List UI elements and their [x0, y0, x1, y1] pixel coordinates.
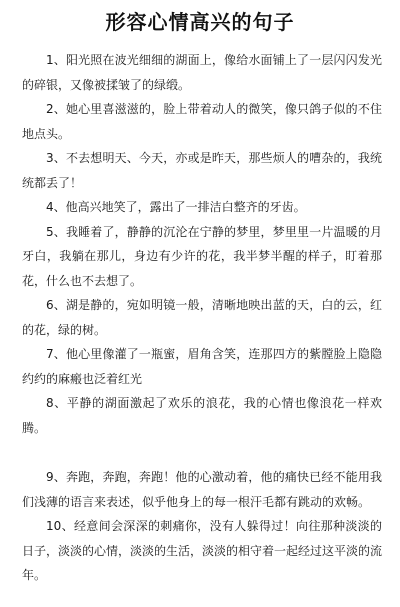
- document-title: 形容心情高兴的句子: [105, 10, 295, 34]
- sentence-item-6: 6、湖是静的，宛如明镜一般，清晰地映出蓝的天，白的云，红的花，绿的树。: [22, 298, 382, 337]
- sentence-item-10: 10、经意间会深深的刺痛你，没有人躲得过！向往那种淡淡的日子，淡淡的心情，淡淡的生活，淡淡的相守着一起经过这平淡的流年。: [22, 519, 383, 582]
- sentence-item-2: 2、她心里喜滋滋的，脸上带着动人的微笑，像只鸽子似的不住地点头。: [22, 102, 382, 141]
- sentence-item-5: 5、我睡着了，静静的沉沦在宁静的梦里，梦里里一片温暖的月牙白，我躺在那儿，身边有少许的花，我半梦半醒的样子，盯着那花，什么也不去想了。: [22, 224, 382, 288]
- sentence-item-1: 1、阳光照在波光细细的湖面上，像给水面铺上了一层闪闪发光的碎银，又像被揉皱了的绿缎。: [22, 53, 382, 92]
- sentence-item-7: 7、他心里像灌了一瓶蜜，眉角含笑，连那四方的紫膛脸上隐隐约约的麻瘢也泛着红光: [22, 347, 382, 386]
- sentence-item-3: 3、不去想明天、今天，亦或是昨天，那些烦人的嘈杂的，我统统都丢了！: [22, 151, 382, 190]
- sentence-item-9: 9、奔跑，奔跑，奔跑！他的心激动着，他的痛快已经不能用我们浅薄的语言来表述，似乎他身上的每一根汗毛都有跳动的欢畅。: [22, 470, 382, 509]
- sentence-item-4: 4、他高兴地笑了，露出了一排洁白整齐的牙齿。: [46, 200, 306, 214]
- sentence-item-8: 8、平静的湖面激起了欢乐的浪花，我的心情也像浪花一样欢腾。: [22, 396, 382, 435]
- sentence-list: [0, 48, 400, 588]
